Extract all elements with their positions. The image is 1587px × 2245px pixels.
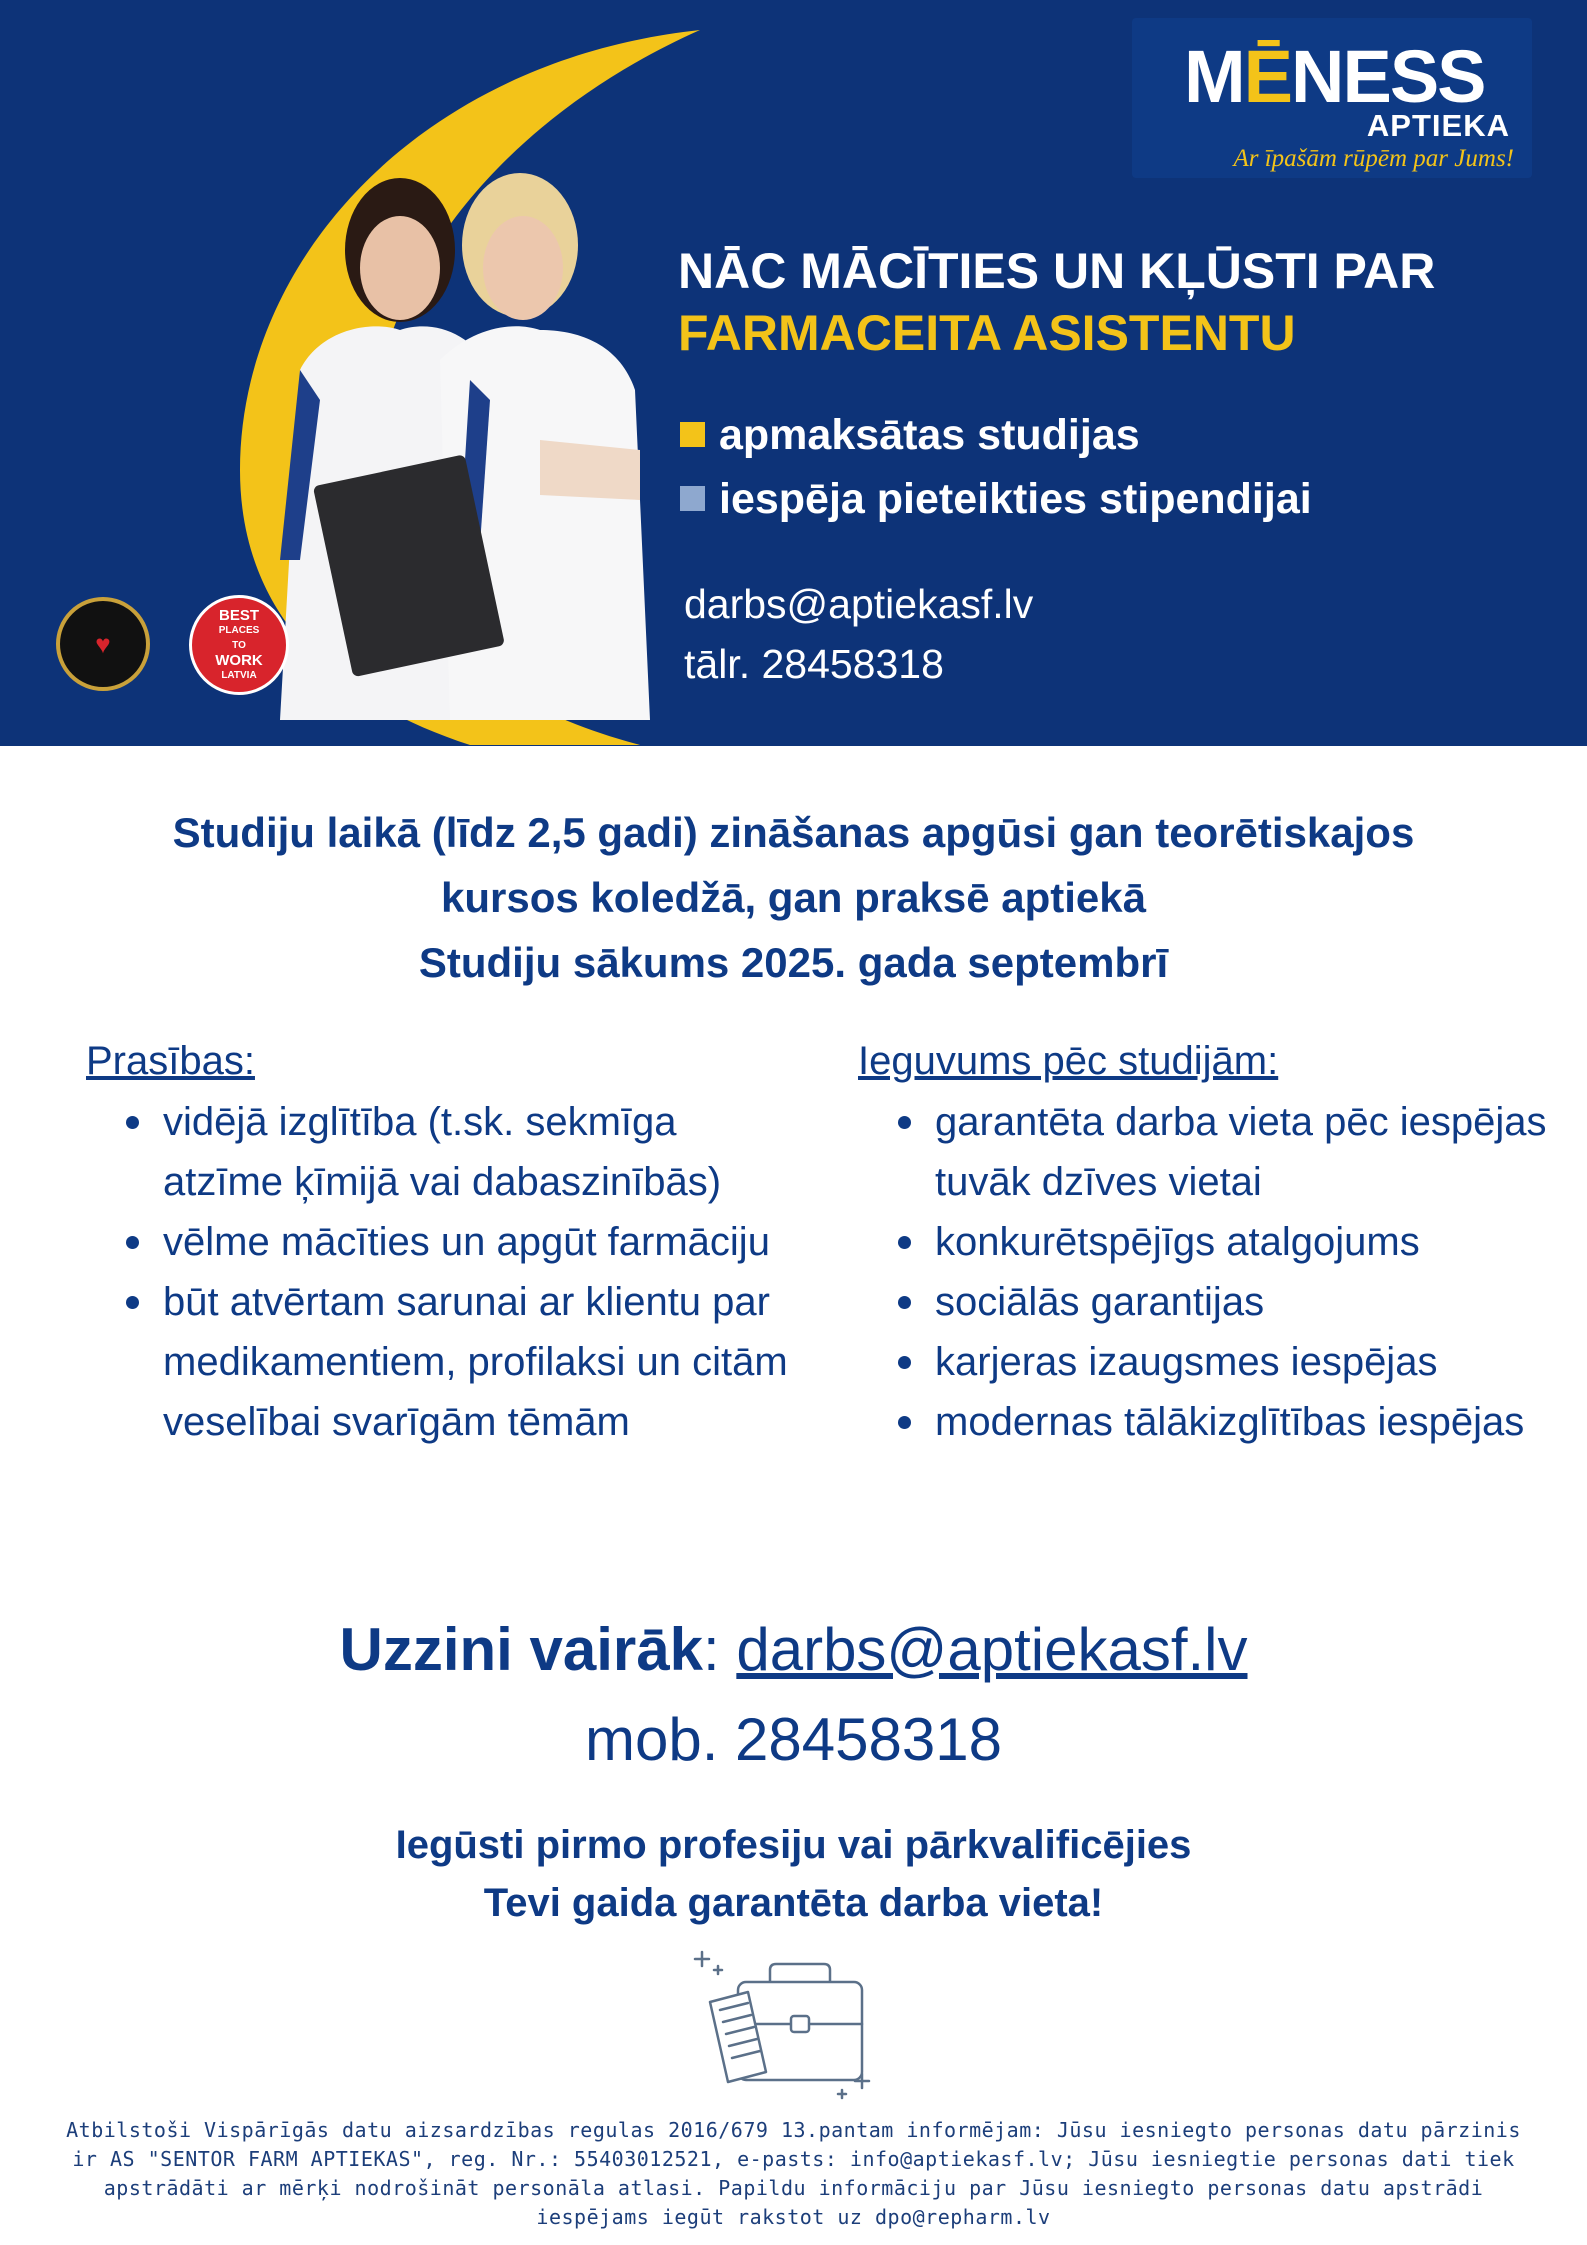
list-item: būt atvērtam sarunai ar klientu par medikamentiem, profilaksi un citām veselībai svarīgām tēmām xyxy=(86,1272,806,1452)
meness-aptieka-logo xyxy=(1132,18,1532,178)
hero-email[interactable]: darbs@aptiekasf.lv xyxy=(684,581,1034,627)
requirements-section xyxy=(86,1038,806,1452)
brand-name: MĒNESS xyxy=(1184,35,1485,118)
brand-slogan: Ar īpašām rūpēm par Jums! xyxy=(1233,145,1514,172)
intro-text xyxy=(0,800,1587,995)
list-item: garantēta darba vieta pēc iespējas tuvāk dzīves vietai xyxy=(858,1092,1558,1212)
brand-subtitle: APTIEKA xyxy=(1366,108,1510,143)
heart-icon: ♥ xyxy=(95,629,111,659)
customer-friend-badge xyxy=(56,597,150,691)
gdpr-footer-notice: Atbilstoši Vispārīgās datu aizsardzības regulas 2016/679 13.pantam informējam: Jūsu iesniegto personas datu pārzinis ir AS "SENTOR FARM APTIEKAS", reg. Nr.: 55403012521, e-pasts: info@aptiekasf.lv; Jūsu iesniegtie personas dati tiek apstrādāti ar mērķi nodrošināt personāla atlasi. Papildu informāciju par Jūsu iesniegto personas datu apstrādi iespējams iegūt rakstot uz dpo@repharm.lv xyxy=(66,2118,1521,2229)
hero-phone: tālr. 28458318 xyxy=(684,641,944,687)
learn-more-label: Uzzini vairāk xyxy=(339,1616,703,1683)
yellow-square-icon xyxy=(680,422,705,447)
cta-line2: Tevi gaida garantēta darba vieta! xyxy=(483,1881,1104,1925)
learn-more-section: Uzzini vairāk: darbs@aptiekasf.lv mob. 28458318 xyxy=(0,1612,1587,1778)
best-places-to-work-badge: BEST PLACES TO WORK LATVIA xyxy=(189,595,289,695)
mobile-phone: mob. 28458318 xyxy=(584,1706,1002,1773)
list-item: modernas tālākizglītības iespējas xyxy=(858,1392,1558,1452)
list-item: vēlme mācīties un apgūt farmāciju xyxy=(86,1212,806,1272)
list-item: vidējā izglītība (t.sk. sekmīga atzīme ķīmijā vai dabaszinībās) xyxy=(86,1092,806,1212)
hero-benefit-scholarship: iespēja pieteikties stipendijai xyxy=(680,478,1312,521)
hero-title xyxy=(678,240,1435,364)
requirements-heading: Prasības: xyxy=(86,1039,255,1083)
requirements-list xyxy=(86,1092,806,1452)
list-item: karjeras izaugsmes iespējas xyxy=(858,1332,1558,1392)
briefcase-icon xyxy=(690,1944,890,2104)
benefits-heading: Ieguvums pēc studijām: xyxy=(858,1039,1279,1083)
hero-title-line2: FARMACEITA ASISTENTU xyxy=(678,305,1296,361)
list-item: sociālās garantijas xyxy=(858,1272,1558,1332)
call-to-action xyxy=(0,1816,1587,1932)
contact-email-link[interactable]: darbs@aptiekasf.lv xyxy=(736,1616,1248,1683)
intro-line2: kursos koledžā, gan praksē aptiekā xyxy=(441,874,1146,921)
hero-title-line1: NĀC MĀCĪTIES UN KĻŪSTI PAR xyxy=(678,243,1436,299)
cta-line1: Iegūsti pirmo profesiju vai pārkvalificējies xyxy=(395,1823,1192,1867)
hero-benefit-paid-studies: apmaksātas studijas xyxy=(680,414,1140,457)
intro-line3: Studiju sākums 2025. gada septembrī xyxy=(418,939,1169,986)
list-item: konkurētspējīgs atalgojums xyxy=(858,1212,1558,1272)
intro-line1: Studiju laikā (līdz 2,5 gadi) zināšanas apgūsi gan teorētiskajos xyxy=(172,809,1415,856)
hero-banner xyxy=(0,0,1587,746)
benefits-section xyxy=(858,1038,1558,1452)
benefits-list xyxy=(858,1092,1558,1452)
light-blue-square-icon xyxy=(680,486,705,511)
